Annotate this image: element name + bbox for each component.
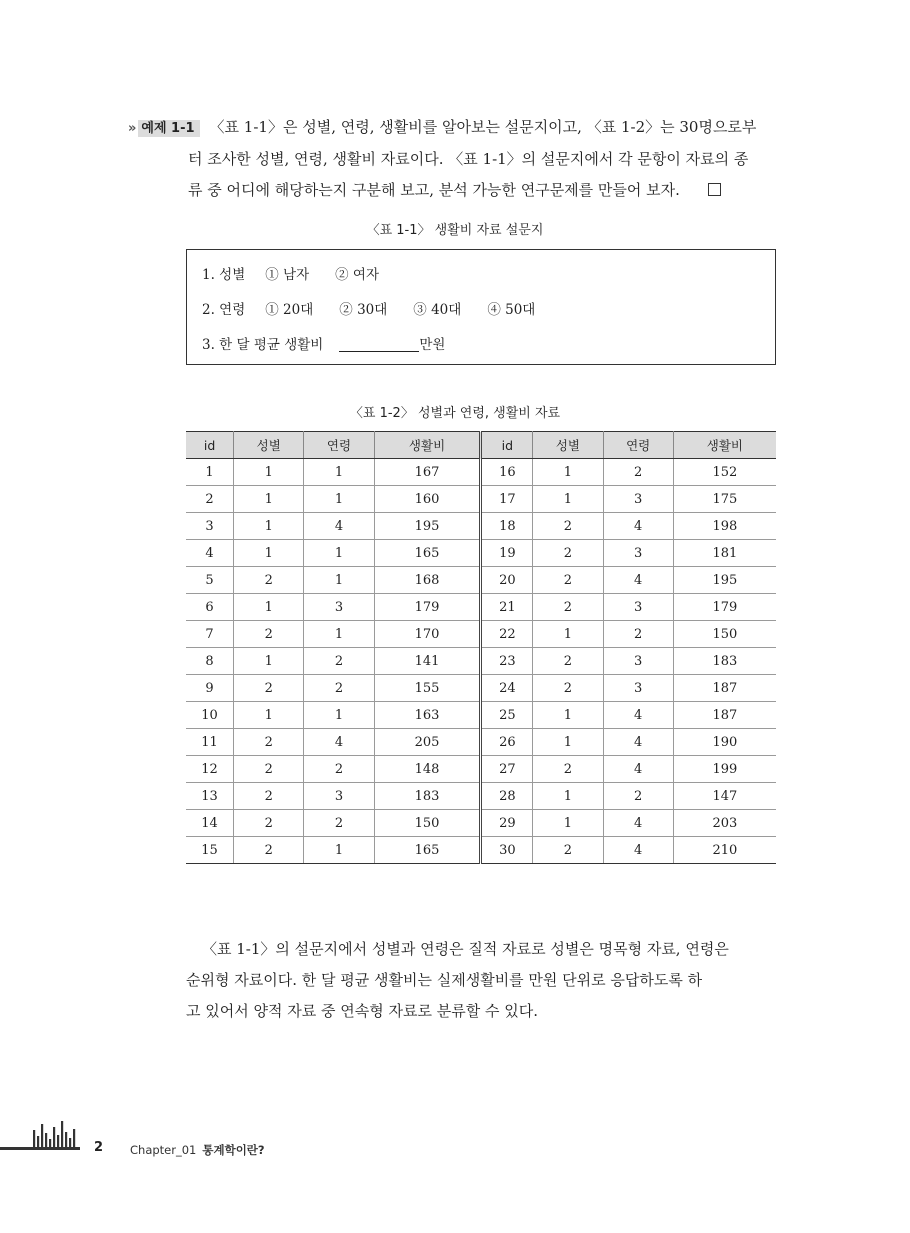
column-header: 성별	[533, 432, 603, 459]
table-row	[186, 621, 776, 648]
example-line-3	[128, 175, 780, 206]
column-header: id	[186, 432, 234, 459]
table-cell: 2	[533, 540, 603, 567]
survey-question-gender	[202, 258, 775, 293]
table-cell: 4	[186, 540, 234, 567]
table-cell: 210	[673, 837, 776, 864]
table-cell: 1	[186, 459, 234, 486]
table-cell: 3	[603, 540, 673, 567]
table-cell: 1	[304, 567, 374, 594]
table-cell: 15	[186, 837, 234, 864]
table-cell: 2	[234, 567, 304, 594]
table-body	[186, 459, 776, 864]
table-cell: 2	[533, 675, 603, 702]
chapter-heading	[130, 1142, 265, 1158]
table-cell: 181	[673, 540, 776, 567]
table-cell: 20	[481, 567, 533, 594]
table-cell: 12	[186, 756, 234, 783]
option: ② 30대	[339, 302, 388, 318]
survey-question-age	[202, 293, 775, 328]
double-chevron-icon: »	[128, 121, 137, 136]
table-cell: 4	[603, 567, 673, 594]
table-cell: 2	[603, 621, 673, 648]
table-row	[186, 540, 776, 567]
table-cell: 3	[603, 648, 673, 675]
table-cell: 1	[304, 837, 374, 864]
table-header-row	[186, 432, 776, 459]
table-cell: 163	[374, 702, 481, 729]
data-table	[186, 431, 776, 864]
table-caption: 〈표 1-2〉 성별과 연령, 생활비 자료	[349, 406, 561, 421]
table-cell: 1	[533, 729, 603, 756]
table-cell: 2	[304, 648, 374, 675]
table-row	[186, 648, 776, 675]
example-line-1	[128, 112, 780, 144]
table-cell: 1	[234, 459, 304, 486]
table-cell: 155	[374, 675, 481, 702]
table-cell: 16	[481, 459, 533, 486]
paragraph-line-2: 순위형 자료이다. 한 달 평균 생활비는 실제생활비를 만원 단위로 응답하도록 하	[186, 971, 703, 989]
table-cell: 195	[374, 513, 481, 540]
example-tag	[128, 121, 210, 136]
table-cell: 5	[186, 567, 234, 594]
table-cell: 1	[234, 594, 304, 621]
table-cell: 3	[603, 594, 673, 621]
option: ① 남자	[265, 267, 310, 283]
table-cell: 4	[603, 837, 673, 864]
example-label: 예제 1-1	[138, 120, 199, 137]
table-cell: 2	[234, 675, 304, 702]
table-cell: 2	[533, 567, 603, 594]
survey-caption: 〈표 1-1〉 생활비 자료 설문지	[366, 223, 544, 238]
table-cell: 2	[304, 756, 374, 783]
table-cell: 25	[481, 702, 533, 729]
table-cell: 2	[533, 648, 603, 675]
table-cell: 1	[304, 702, 374, 729]
table-cell: 187	[673, 702, 776, 729]
table-cell: 14	[186, 810, 234, 837]
table-cell: 4	[603, 702, 673, 729]
table-cell: 205	[374, 729, 481, 756]
table-cell: 22	[481, 621, 533, 648]
table-cell: 1	[234, 486, 304, 513]
chapter-title: 통계학이란?	[202, 1143, 265, 1157]
end-square-icon	[708, 183, 721, 196]
survey-question-expense	[202, 328, 775, 363]
table-cell: 152	[673, 459, 776, 486]
table-row	[186, 783, 776, 810]
table-cell: 17	[481, 486, 533, 513]
option: ③ 40대	[413, 302, 462, 318]
table-cell: 148	[374, 756, 481, 783]
table-cell: 147	[673, 783, 776, 810]
table-cell: 2	[304, 810, 374, 837]
table-cell: 11	[186, 729, 234, 756]
table-cell: 150	[673, 621, 776, 648]
table-cell: 195	[673, 567, 776, 594]
table-cell: 179	[673, 594, 776, 621]
table-cell: 3	[186, 513, 234, 540]
page-number: 2	[94, 1140, 104, 1155]
question-label: 3. 한 달 평균 생활비	[202, 337, 324, 353]
question-label: 1. 성별	[202, 267, 246, 283]
table-row	[186, 513, 776, 540]
table-cell: 4	[603, 756, 673, 783]
table-cell: 2	[533, 837, 603, 864]
example-line-2: 터 조사한 성별, 연령, 생활비 자료이다. 〈표 1-1〉의 설문지에서 각 문항이 자료의 종	[188, 150, 749, 168]
table-row	[186, 729, 776, 756]
table-cell: 2	[533, 756, 603, 783]
table-cell: 2	[304, 675, 374, 702]
table-cell: 2	[533, 513, 603, 540]
question-label: 2. 연령	[202, 302, 246, 318]
table-cell: 2	[234, 621, 304, 648]
column-header: 연령	[603, 432, 673, 459]
table-cell: 30	[481, 837, 533, 864]
table-cell: 24	[481, 675, 533, 702]
table-cell: 1	[533, 783, 603, 810]
table-cell: 9	[186, 675, 234, 702]
table-cell: 2	[234, 783, 304, 810]
table-cell: 23	[481, 648, 533, 675]
table-cell: 183	[673, 648, 776, 675]
table-cell: 10	[186, 702, 234, 729]
table-cell: 179	[374, 594, 481, 621]
table-cell: 2	[234, 756, 304, 783]
example-text-3: 류 중 어디에 해당하는지 구분해 보고, 분석 가능한 연구문제를 만들어 보자.	[188, 181, 680, 199]
table-row	[186, 702, 776, 729]
table-row	[186, 837, 776, 864]
table-cell: 1	[234, 513, 304, 540]
chapter-label: Chapter_01	[130, 1143, 197, 1157]
option: ② 여자	[335, 267, 380, 283]
table-cell: 4	[603, 810, 673, 837]
table-cell: 141	[374, 648, 481, 675]
table-row	[186, 567, 776, 594]
table-row	[186, 486, 776, 513]
table-cell: 2	[603, 783, 673, 810]
table-cell: 165	[374, 837, 481, 864]
table-cell: 165	[374, 540, 481, 567]
table-cell: 8	[186, 648, 234, 675]
table-cell: 1	[533, 459, 603, 486]
table-cell: 6	[186, 594, 234, 621]
table-cell: 1	[533, 621, 603, 648]
unit-label: 만원	[419, 337, 446, 353]
table-row	[186, 756, 776, 783]
page-footer	[0, 1118, 910, 1168]
answer-blank	[339, 335, 419, 352]
table-cell: 4	[304, 513, 374, 540]
table-cell: 4	[304, 729, 374, 756]
table-cell: 3	[304, 783, 374, 810]
table-cell: 7	[186, 621, 234, 648]
table-cell: 4	[603, 729, 673, 756]
option: ① 20대	[265, 302, 314, 318]
column-header: 연령	[304, 432, 374, 459]
table-cell: 160	[374, 486, 481, 513]
table-cell: 203	[673, 810, 776, 837]
table-cell: 28	[481, 783, 533, 810]
table-cell: 1	[234, 702, 304, 729]
survey-box	[186, 249, 776, 365]
table-cell: 170	[374, 621, 481, 648]
paragraph-line-3: 고 있어서 양적 자료 중 연속형 자료로 분류할 수 있다.	[186, 1002, 538, 1020]
table-cell: 29	[481, 810, 533, 837]
table-cell: 175	[673, 486, 776, 513]
table-cell: 1	[304, 621, 374, 648]
table-cell: 183	[374, 783, 481, 810]
table-cell: 199	[673, 756, 776, 783]
table-cell: 187	[673, 675, 776, 702]
table-cell: 2	[603, 459, 673, 486]
table-cell: 1	[533, 486, 603, 513]
table-cell: 21	[481, 594, 533, 621]
table-cell: 150	[374, 810, 481, 837]
example-text-1: 〈표 1-1〉은 성별, 연령, 생활비를 알아보는 설문지이고, 〈표 1-2〉는 30명으로부	[209, 118, 757, 136]
example-block	[128, 112, 780, 206]
explanation-paragraph	[186, 934, 778, 1027]
table-row	[186, 459, 776, 486]
column-header: 성별	[234, 432, 304, 459]
table-cell: 1	[533, 810, 603, 837]
table-cell: 1	[533, 702, 603, 729]
table-cell: 2	[234, 810, 304, 837]
table-cell: 1	[234, 540, 304, 567]
table-cell: 2	[186, 486, 234, 513]
table-row	[186, 810, 776, 837]
table-cell: 1	[304, 540, 374, 567]
option: ④ 50대	[487, 302, 536, 318]
table-cell: 3	[304, 594, 374, 621]
table-cell: 18	[481, 513, 533, 540]
table-cell: 2	[234, 729, 304, 756]
table-cell: 168	[374, 567, 481, 594]
table-cell: 198	[673, 513, 776, 540]
column-header: 생활비	[673, 432, 776, 459]
table-cell: 4	[603, 513, 673, 540]
table-cell: 167	[374, 459, 481, 486]
table-cell: 2	[533, 594, 603, 621]
table-cell: 1	[304, 459, 374, 486]
column-header: 생활비	[374, 432, 481, 459]
table-cell: 13	[186, 783, 234, 810]
table-cell: 190	[673, 729, 776, 756]
table-row	[186, 594, 776, 621]
bar-chart-logo-icon	[0, 1118, 80, 1150]
table-cell: 19	[481, 540, 533, 567]
table-cell: 2	[234, 837, 304, 864]
table-cell: 1	[304, 486, 374, 513]
table-row	[186, 675, 776, 702]
table-cell: 3	[603, 675, 673, 702]
column-header: id	[481, 432, 533, 459]
table-cell: 27	[481, 756, 533, 783]
table-cell: 26	[481, 729, 533, 756]
table-cell: 3	[603, 486, 673, 513]
table-cell: 1	[234, 648, 304, 675]
paragraph-line-1: 〈표 1-1〉의 설문지에서 성별과 연령은 질적 자료로 성별은 명목형 자료, 연령은	[202, 940, 729, 958]
